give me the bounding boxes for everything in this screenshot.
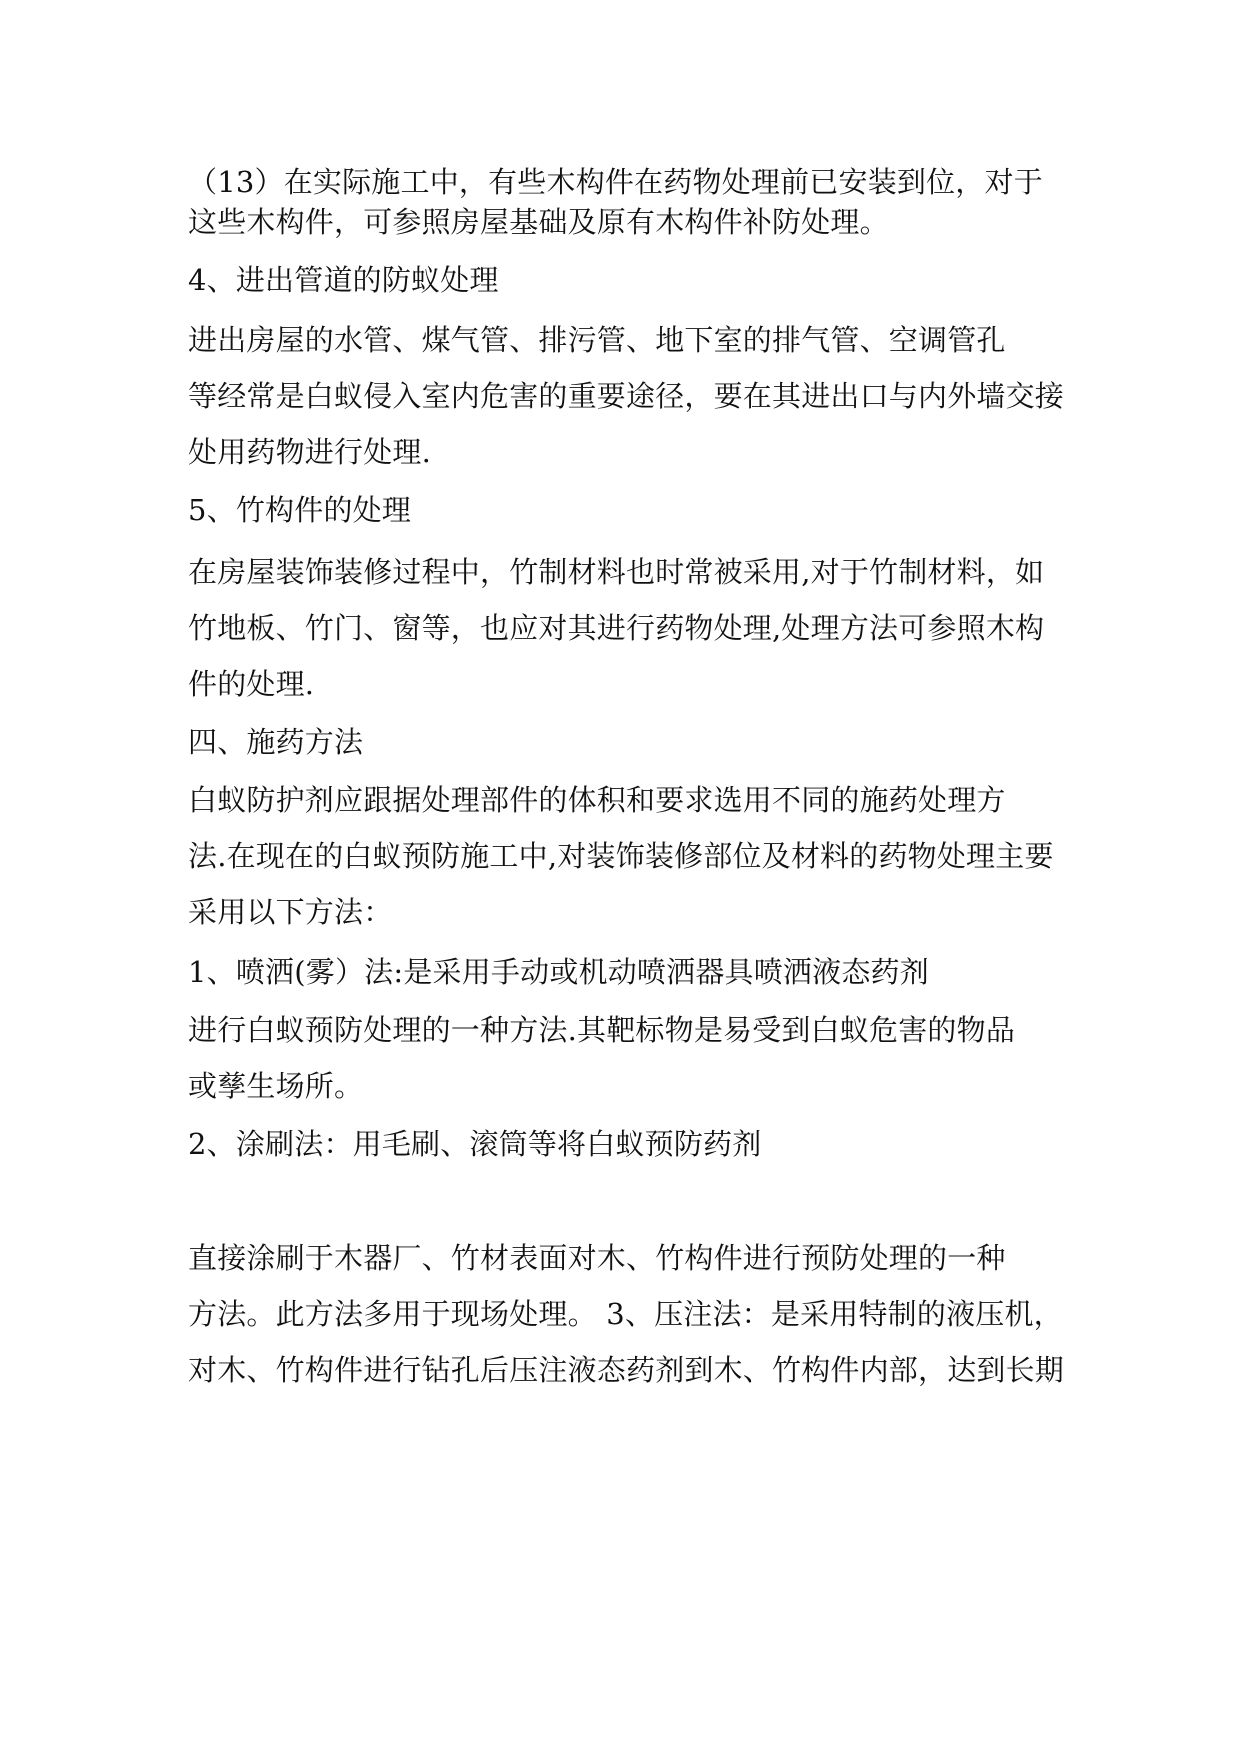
- paragraph-line: 对木、竹构件进行钻孔后压注液态药剂到木、竹构件内部，达到长期: [188, 1353, 1065, 1387]
- paragraph-line: 这些木构件，可参照房屋基础及原有木构件补防处理。: [188, 205, 889, 239]
- paragraph-line: 竹地板、竹门、窗等，也应对其进行药物处理,处理方法可参照木构: [188, 611, 1045, 645]
- paragraph-line: 进行白蚁预防处理的一种方法.其靶标物是易受到白蚁危害的物品: [188, 1013, 1016, 1047]
- paragraph-line: 处用药物进行处理.: [188, 435, 432, 469]
- paragraph-line: 等经常是白蚁侵入室内危害的重要途径，要在其进出口与内外墙交接: [188, 379, 1065, 413]
- section-heading: 四、施药方法: [188, 725, 364, 759]
- method-heading: 1、喷洒(雾）法:是采用手动或机动喷洒器具喷洒液态药剂: [188, 955, 929, 989]
- paragraph-line: 方法。此方法多用于现场处理。 3、压注法：是采用特制的液压机，: [188, 1297, 1063, 1331]
- paragraph-line: 采用以下方法：: [188, 895, 393, 929]
- paragraph-line: 在房屋装饰装修过程中，竹制材料也时常被采用,对于竹制材料，如: [188, 555, 1045, 589]
- paragraph-line: 直接涂刷于木器厂、竹材表面对木、竹构件进行预防处理的一种: [188, 1241, 1006, 1275]
- paragraph-line: 进出房屋的水管、煤气管、排污管、地下室的排气管、空调管孔: [188, 323, 1006, 357]
- paragraph-line: 法.在现在的白蚁预防施工中,对装饰装修部位及材料的药物处理主要: [188, 839, 1054, 873]
- section-heading: 4、进出管道的防蚁处理: [188, 263, 499, 297]
- section-heading: 5、竹构件的处理: [188, 493, 412, 527]
- paragraph-line: 或孳生场所。: [188, 1069, 364, 1103]
- paragraph-line: 件的处理.: [188, 667, 315, 701]
- paragraph-line: 白蚁防护剂应跟据处理部件的体积和要求选用不同的施药处理方: [188, 783, 1006, 817]
- paragraph-line: （13）在实际施工中，有些木构件在药物处理前已安装到位，对于: [188, 165, 1043, 199]
- method-heading: 2、涂刷法：用毛刷、滚筒等将白蚁预防药剂: [188, 1127, 762, 1161]
